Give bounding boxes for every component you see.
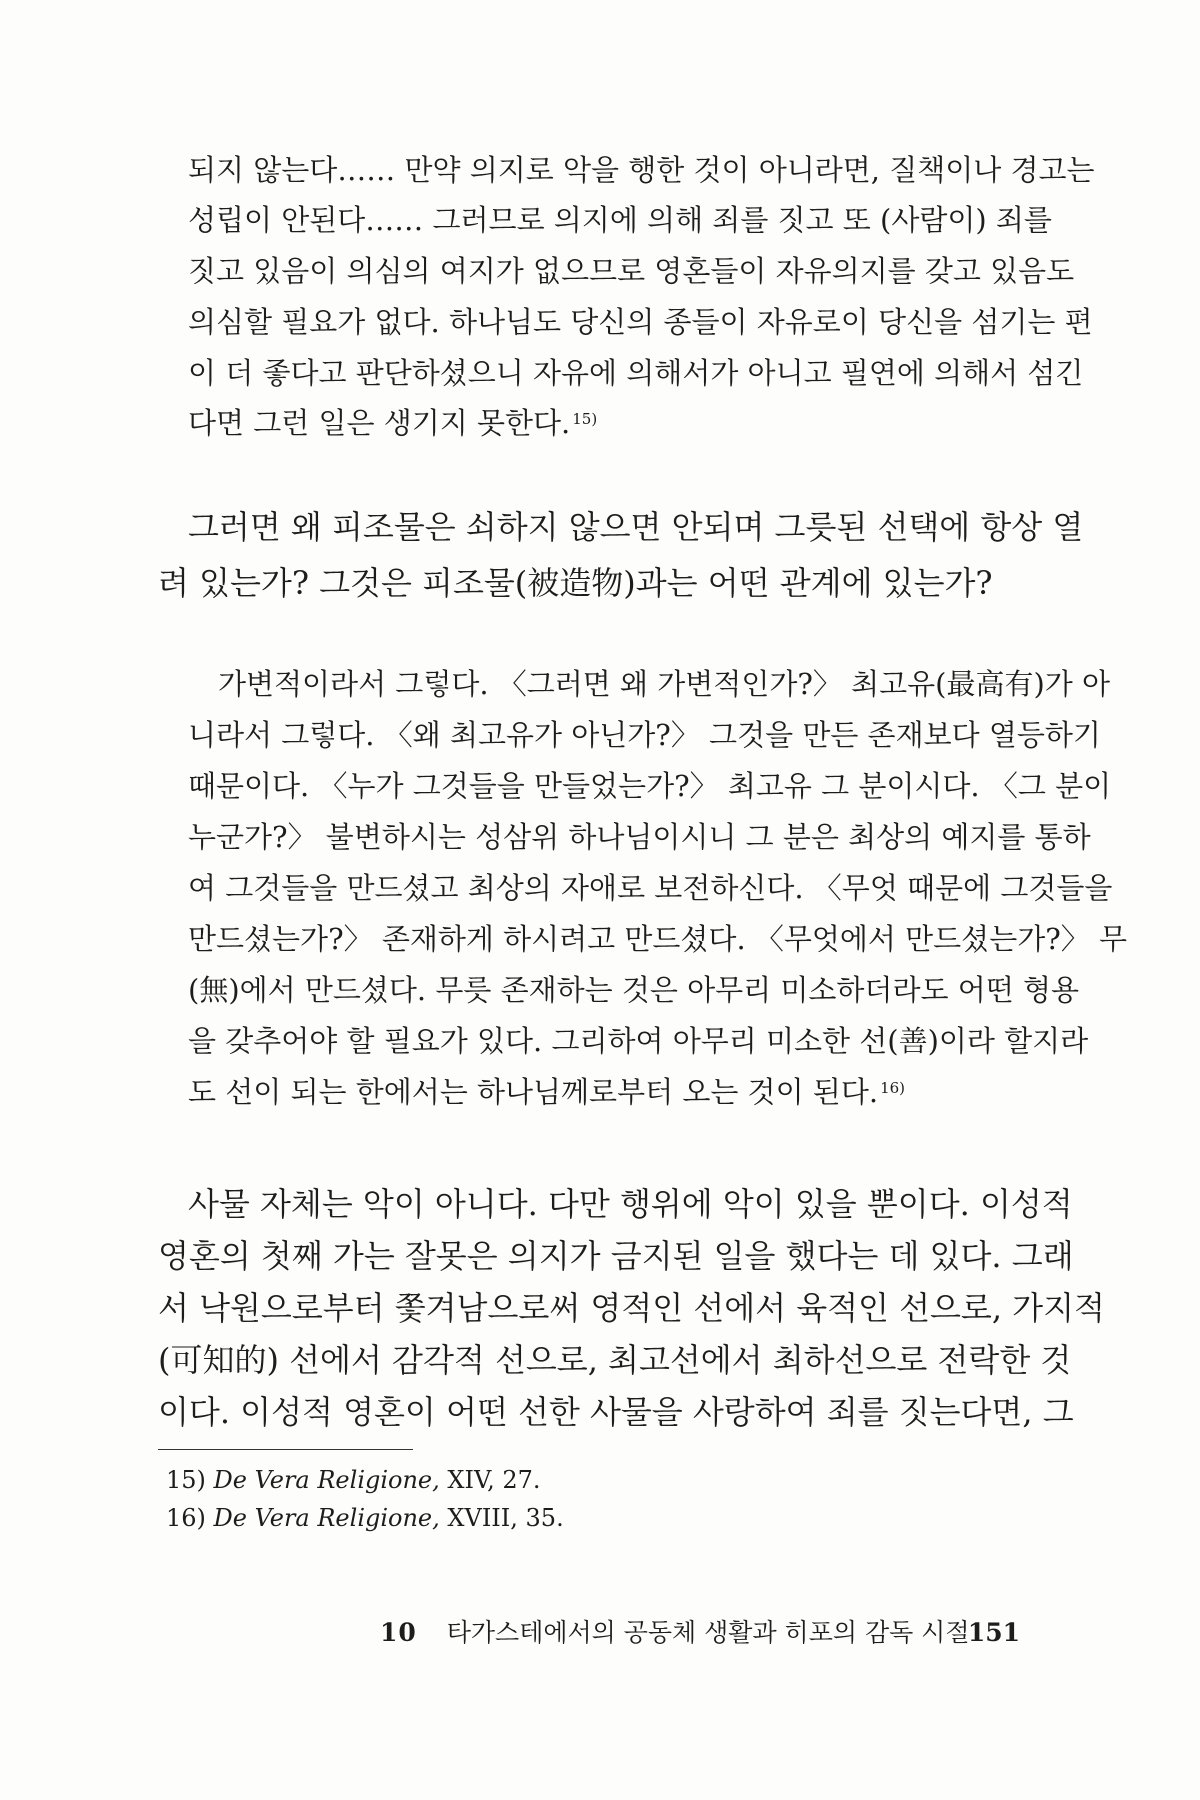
quote-block-1 — [188, 150, 1095, 450]
para2-line-4: (可知的) 선에서 감각적 선으로, 최고선에서 최하선으로 전락한 것 — [158, 1341, 1072, 1379]
chapter-title: 타가스테에서의 공동체 생활과 히포의 감독 시절 — [446, 1618, 970, 1647]
quote2-line-6: 만드셨는가?〉 존재하게 하시려고 만드셨다. 〈무엇에서 만드셨는가?〉 무 — [188, 922, 1128, 956]
quote2-line-9 — [188, 1072, 905, 1112]
quote2-line-2: 니라서 그렇다. 〈왜 최고유가 아닌가?〉 그것을 만든 존재보다 열등하기 — [188, 718, 1101, 752]
para1-line-2: 려 있는가? 그것은 피조물(被造物)과는 어떤 관계에 있는가? — [158, 564, 993, 602]
paragraph-1 — [158, 505, 1084, 605]
chapter-number: 10 — [380, 1618, 417, 1647]
footnote-16 — [166, 1503, 564, 1533]
footnote-15-title: De Vera Religione, — [213, 1466, 440, 1494]
quote2-line-5: 여 그것들을 만드셨고 최상의 자애로 보전하신다. 〈무엇 때문에 그것들을 — [188, 871, 1113, 905]
footnote-ref-15: 15) — [572, 410, 598, 428]
para1-line-1: 그러면 왜 피조물은 쇠하지 않으면 안되며 그릇된 선택에 항상 열 — [188, 508, 1084, 546]
quote1-line-4: 의심할 필요가 없다. 하나님도 당신의 종들이 자유로이 당신을 섬기는 편 — [188, 305, 1093, 339]
para2-line-2: 영혼의 첫째 가는 잘못은 의지가 금지된 일을 했다는 데 있다. 그래 — [158, 1237, 1074, 1275]
quote1-line-6 — [188, 403, 597, 443]
quote2-line-4: 누군가?〉 불변하시는 성삼위 하나님이시니 그 분은 최상의 예지를 통하 — [188, 820, 1091, 854]
quote2-line-1: 가변적이라서 그렇다. 〈그러면 왜 가변적인가?〉 최고유(最高有)가 아 — [218, 667, 1111, 701]
quote1-line-2: 성립이 안된다…… 그러므로 의지에 의해 죄를 짓고 또 (사람이) 죄를 — [188, 203, 1052, 237]
quote1-line-3: 짓고 있음이 의심의 여지가 없으므로 영혼들이 자유의지를 갖고 있음도 — [188, 254, 1075, 288]
para2-line-3: 서 낙원으로부터 쫓겨남으로써 영적인 선에서 육적인 선으로, 가지적 — [158, 1289, 1105, 1327]
quote2-line-7: (無)에서 만드셨다. 무릇 존재하는 것은 아무리 미소하더라도 어떤 형용 — [188, 973, 1079, 1007]
quote1-line-1: 되지 않는다…… 만약 의지로 악을 행한 것이 아니라면, 질책이나 경고는 — [188, 153, 1095, 187]
quote1-line-5: 이 더 좋다고 판단하셨으니 자유에 의해서가 아니고 필연에 의해서 섬긴 — [188, 356, 1084, 390]
footnote-16-ref: XVIII, 35. — [447, 1504, 564, 1532]
footnote-16-number: 16) — [166, 1504, 206, 1532]
running-footer — [380, 1615, 1020, 1651]
footnote-15-number: 15) — [166, 1466, 206, 1494]
page-number: 151 — [967, 1618, 1020, 1647]
footnote-16-title: De Vera Religione, — [213, 1504, 440, 1532]
quote1-last-text: 다면 그런 일은 생기지 못한다. — [188, 406, 571, 440]
para2-line-5: 이다. 이성적 영혼이 어떤 선한 사물을 사랑하여 죄를 짓는다면, 그 — [158, 1393, 1074, 1431]
quote2-line-8: 을 갖추어야 할 필요가 있다. 그리하여 아무리 미소한 선(善)이라 할지라 — [188, 1024, 1089, 1058]
quote2-last-text: 도 선이 되는 한에서는 하나님께로부터 오는 것이 된다. — [188, 1075, 879, 1109]
para2-line-1: 사물 자체는 악이 아니다. 다만 행위에 악이 있을 뿐이다. 이성적 — [188, 1185, 1073, 1223]
footnote-15-ref: XIV, 27. — [447, 1466, 541, 1494]
quote-block-2 — [188, 664, 1128, 1124]
paragraph-2 — [158, 1182, 1105, 1431]
quote2-line-3: 때문이다. 〈누가 그것들을 만들었는가?〉 최고유 그 분이시다. 〈그 분이 — [188, 769, 1112, 803]
footnote-ref-16: 16) — [880, 1079, 906, 1097]
footnote-rule — [158, 1449, 413, 1450]
footnote-15 — [166, 1465, 541, 1495]
